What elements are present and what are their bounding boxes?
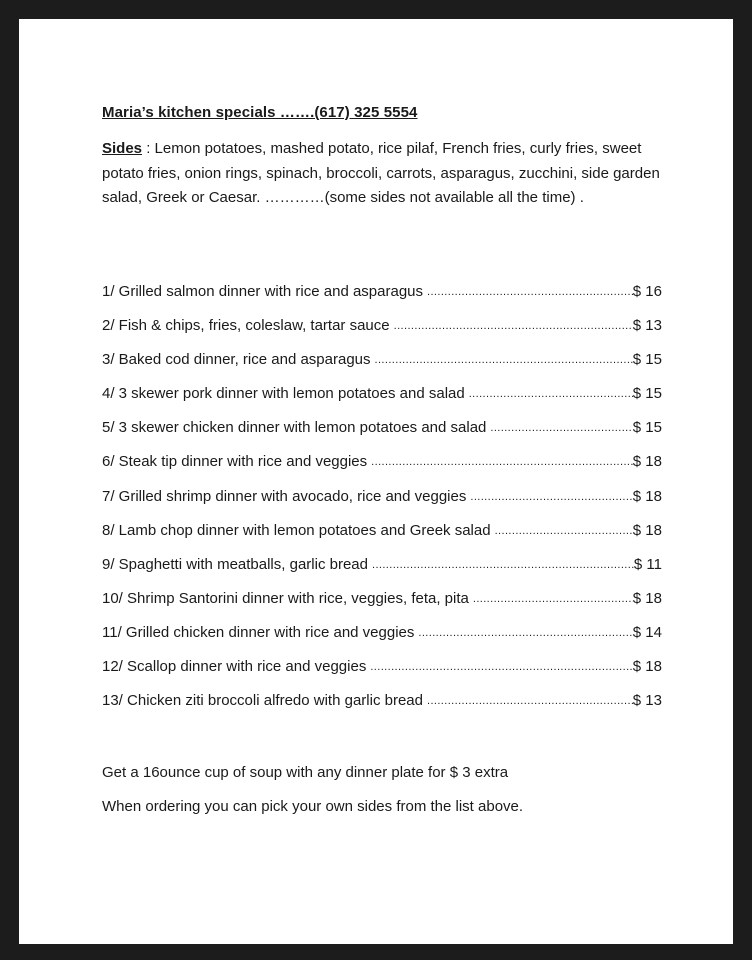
menu-item	[102, 279, 662, 313]
menu-list	[102, 279, 662, 722]
menu-item-price: $ 15	[632, 351, 662, 369]
dot-leader	[466, 484, 632, 518]
menu-item-price: $ 15	[632, 385, 662, 403]
menu-item-price: $ 11	[633, 555, 662, 573]
dot-leader	[491, 518, 633, 552]
dot-leader	[469, 586, 633, 620]
menu-item-name: 2/ Fish & chips, fries, coleslaw, tartar sauce	[102, 317, 390, 335]
sides-label: Sides	[102, 140, 143, 157]
menu-item-name: 6/ Steak tip dinner with rice and veggies	[102, 453, 368, 471]
menu-item	[102, 552, 662, 586]
dot-leader	[486, 415, 632, 449]
menu-item-price: $ 13	[632, 692, 662, 710]
menu-item-price: $ 18	[632, 521, 662, 539]
menu-page	[19, 19, 733, 944]
page-title: Maria’s kitchen specials …….(617) 325 5554	[102, 104, 418, 121]
menu-item-name: 4/ 3 skewer pork dinner with lemon potatoes and salad	[102, 385, 465, 403]
menu-item	[102, 449, 662, 483]
menu-item	[102, 415, 662, 449]
menu-item-price: $ 18	[632, 487, 662, 505]
menu-item-price: $ 18	[632, 589, 662, 607]
dot-leader	[465, 381, 633, 415]
menu-item-price: $ 18	[632, 453, 662, 471]
menu-item	[102, 484, 662, 518]
menu-item-name: 11/ Grilled chicken dinner with rice and veggies	[102, 623, 415, 641]
menu-item-name: 12/ Scallop dinner with rice and veggies	[102, 658, 367, 676]
sides-separator: :	[142, 140, 155, 157]
dot-leader	[371, 347, 633, 381]
dot-leader	[367, 449, 633, 483]
menu-item	[102, 347, 662, 381]
dot-leader	[423, 279, 633, 313]
menu-item-price: $ 15	[632, 419, 662, 437]
menu-item-name: 8/ Lamb chop dinner with lemon potatoes and Greek salad	[102, 521, 491, 539]
menu-item	[102, 654, 662, 688]
footer-sides-note: When ordering you can pick your own sides from the list above.	[102, 798, 524, 815]
dot-leader	[414, 620, 632, 654]
menu-item	[102, 313, 662, 347]
menu-item-name: 5/ 3 skewer chicken dinner with lemon potatoes and salad	[102, 419, 487, 437]
menu-item-price: $ 14	[632, 623, 662, 641]
menu-item	[102, 620, 662, 654]
menu-item-name: 3/ Baked cod dinner, rice and asparagus	[102, 351, 371, 369]
footer-soup-note: Get a 16ounce cup of soup with any dinner plate for $ 3 extra	[102, 764, 509, 781]
dot-leader	[423, 688, 633, 722]
dot-leader	[390, 313, 633, 347]
menu-item-name: 9/ Spaghetti with meatballs, garlic bread	[102, 555, 368, 573]
footer-notes	[102, 756, 523, 824]
dot-leader	[368, 552, 634, 586]
menu-item	[102, 688, 662, 722]
sides-text: Lemon potatoes, mashed potato, rice pilaf, French fries, curly fries, sweet potato fries, onion rings, spinach, broccoli, carrots, asparagus, zucchini, side garden salad, Greek or Caesar. …………(some sides not available all the time) .	[102, 140, 660, 206]
menu-item-name: 10/ Shrimp Santorini dinner with rice, veggies, feta, pita	[102, 589, 469, 607]
dot-leader	[366, 654, 632, 688]
menu-item	[102, 381, 662, 415]
menu-item-name: 1/ Grilled salmon dinner with rice and asparagus	[102, 283, 423, 300]
menu-item-name: 7/ Grilled shrimp dinner with avocado, rice and veggies	[102, 487, 467, 505]
menu-item-price: $ 18	[632, 658, 662, 676]
menu-item	[102, 586, 662, 620]
menu-item-name: 13/ Chicken ziti broccoli alfredo with garlic bread	[102, 692, 423, 710]
menu-item-price: $ 16	[632, 283, 662, 300]
menu-item-price: $ 13	[632, 317, 662, 335]
menu-item	[102, 518, 662, 552]
sides-paragraph	[102, 137, 662, 211]
